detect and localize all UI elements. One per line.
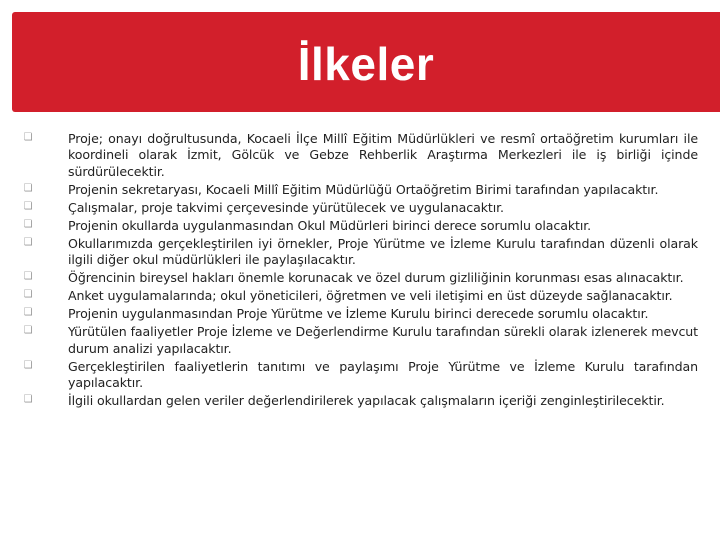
bullet-icon: ❏ — [23, 182, 33, 194]
bullet-icon: ❏ — [23, 236, 33, 248]
list-item — [22, 306, 698, 322]
list-item-text: Projenin uygulanmasından Proje Yürütme ve İzleme Kurulu birinci derecede sorumlu olacaktır. — [68, 306, 649, 322]
bullet-icon: ❏ — [23, 200, 33, 212]
list-item — [22, 359, 698, 392]
list-item-text: Gerçekleştirilen faaliyetlerin tanıtımı ve paylaşımı Proje Yürütme ve İzleme Kurulu tarafından yapılacaktır. — [68, 358, 698, 391]
title-banner — [12, 12, 720, 112]
list-item-text: Yürütülen faaliyetler Proje İzleme ve Değerlendirme Kurulu tarafından sürekli olarak izlenerek mevcut durum analizi yapılacaktır. — [68, 324, 698, 356]
list-item — [22, 324, 698, 357]
bullet-icon: ❏ — [23, 132, 33, 143]
list-item-text: Projenin okullarda uygulanmasından Okul Müdürleri birinci derece sorumlu olacaktır. — [68, 217, 592, 233]
slide-title: İlkeler — [297, 38, 435, 90]
slide-content — [22, 131, 698, 411]
list-item — [22, 131, 698, 180]
list-item-text: Çalışmalar, proje takvimi çerçevesinde yürütülecek ve uygulanacaktır. — [68, 199, 504, 215]
list-item-text: Okullarımızda gerçekleştirilen iyi örnekler, Proje Yürütme ve İzleme Kurulu tarafından düzenli olarak ilgili diğer okul müdürlükleri ile paylaşılacaktır. — [68, 235, 698, 268]
list-item — [22, 236, 698, 269]
list-item-text: İlgili okullardan gelen veriler değerlendirilerek yapılacak çalışmaların içeriği zenginleştirilecektir. — [68, 393, 665, 409]
principles-list — [22, 131, 698, 409]
bullet-icon: ❏ — [23, 359, 33, 371]
list-item — [22, 200, 698, 216]
list-item — [22, 182, 698, 198]
bullet-icon: ❏ — [23, 394, 33, 406]
list-item — [22, 288, 698, 304]
list-item-text: Proje; onayı doğrultusunda, Kocaeli İlçe Millî Eğitim Müdürlükleri ve resmî ortaöğretim kurumları ile koordineli olarak İzmit, Gölcük ve Gebze Rehberlik Araştırma Merkezleri ile iş birliği içinde sürdürülecektir. — [68, 131, 698, 179]
list-item-text: Öğrencinin bireysel hakları önemle korunacak ve özel durum gizliliğinin korunması esas alınacaktır. — [68, 270, 684, 286]
bullet-icon: ❏ — [23, 271, 33, 283]
bullet-icon: ❏ — [23, 218, 33, 230]
bullet-icon: ❏ — [23, 325, 33, 337]
list-item-text: Projenin sekretaryası, Kocaeli Millî Eğitim Müdürlüğü Ortaöğretim Birimi tarafından yapılacaktır. — [68, 181, 659, 197]
bullet-icon: ❏ — [23, 307, 33, 319]
list-item — [22, 218, 698, 234]
list-item — [22, 393, 698, 409]
list-item-text: Anket uygulamalarında; okul yöneticileri, öğretmen ve veli iletişimi en üst düzeyde sağlanacaktır. — [68, 288, 673, 304]
list-item — [22, 270, 698, 286]
bullet-icon: ❏ — [23, 289, 33, 301]
